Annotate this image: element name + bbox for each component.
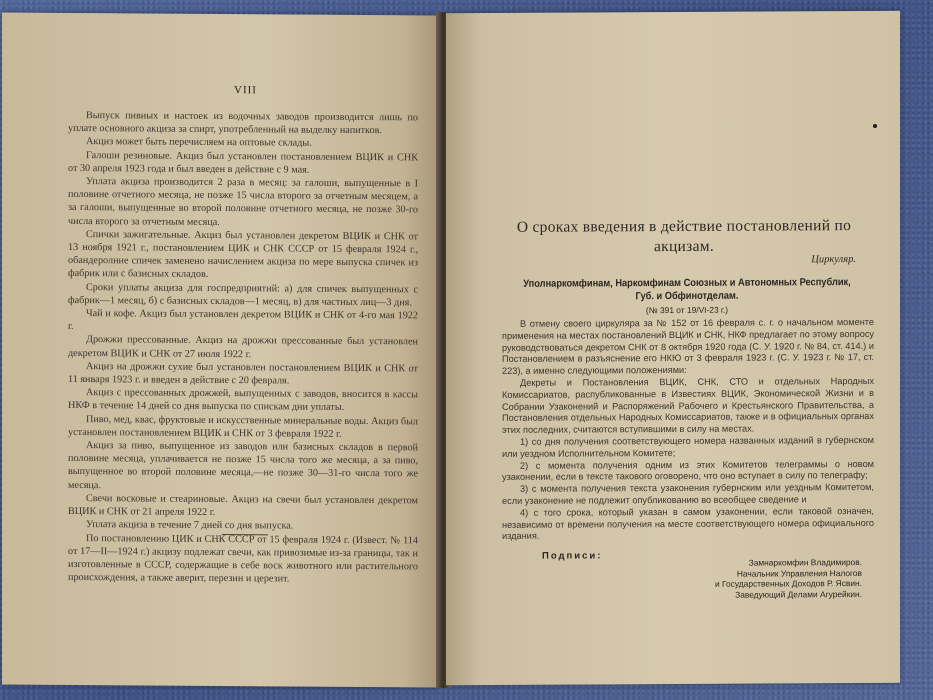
circular-body xyxy=(502,317,874,543)
paragraph: Уплата акциза в течение 7 дней со дня выпуска. xyxy=(86,519,294,532)
paragraph: Галоши резиновые. Акциз был установлен постановлением ВЦИК и СНК от 30 апреля 1923 года и был введен в действие с 9 мая. xyxy=(68,149,418,176)
paragraph: Акциз с прессованных дрожжей, выпущенных с заводов, вносится в кассы НКФ в течение 14 дней со дня выпуска по спискам дни уплаты. xyxy=(68,387,418,414)
paragraph: Декреты и Постановления ВЦИК, СНК, СТО и отдельных Народных Комиссариатов, распубликованные в Известиях ВЦИК, Экономической Жизни и в Собрании Узаконений и Распоряжений Рабочего и Крестьянского Правительства, а Постановления отдельных Народных Комиссариатов, также и в официальных органах этих последних, считаются вступившими в силу на местах. xyxy=(502,375,874,436)
ink-spot xyxy=(873,124,877,128)
circular-label: Циркуляр. xyxy=(811,254,856,266)
reference-number: (№ 391 от 19/VI-23 г.) xyxy=(645,304,729,316)
signature-line: Замнаркомфин Владимиров. xyxy=(748,557,862,568)
paragraph: Свечи восковые и стеариновые. Акциз на свечи был установлен декретом ВЦИК и СНК от 21 апреля 1922 г. xyxy=(68,492,418,519)
paragraph: Уплата акциза производится 2 раза в месяц: за галоши, выпущенные в I половине отчетного месяца, не позже 15 числа второго за отчетным месяцем, а за галоши, выпущенные во второй половине отчетного месяца, не позже 30-го числа второго за отчетным месяца. xyxy=(68,176,418,228)
signature-line: и Государственных Доходов Р. Ясвин. xyxy=(715,578,862,589)
paragraph: По постановлению ЦИК и СНК СССР от 15 февраля 1924 г. (Извест. № 114 от 17—II—1924 г.) акцизу подлежат свечи, как привозимые из-за границы, так и изготовленные в СССР, содержащие в себе воск животного или растительного происхождения, а также аверит, перезин и церезит. xyxy=(68,532,418,585)
signature-line: Начальник Управления Налогов xyxy=(736,567,862,579)
document-title: О сроках введения в действие постановлений по акцизам. xyxy=(516,217,852,256)
paragraph: Акциз на дрожжи сухие был установлен постановлением ВЦИК и СНК от 11 января 1923 г. и введен в действие с 20 февраля. xyxy=(68,360,418,387)
left-page-text xyxy=(68,109,418,587)
paragraph: Пиво, мед, квас, фруктовые и искусственные минеральные воды. Акциз был установлен постановлением ВЦИК и СНК от 3 февраля 1922 г. xyxy=(68,413,418,440)
right-page xyxy=(446,11,900,685)
paragraph: Чай и кофе. Акциз был установлен декретом ВЦИК и СНК от 4-го мая 1922 г. xyxy=(68,308,418,333)
addressees: Уполнаркомфинам, Наркомфинам Союзных и Автономных Республик, Губ. и Обфинотделам. xyxy=(523,277,851,303)
paragraph: Акциз может быть перечисляем на оптовые склады. xyxy=(86,136,312,150)
paragraph: 2) с момента получения одним из этих Комитетов телеграммы о новом узаконении, если в тексте такового оговорено, что оно вступает в силу по телеграфу; xyxy=(502,458,874,483)
paragraph: Сроки уплаты акциза для госпредприятий: а) для спичек выпущенных с фабрик—1 месяц, б) с базисных складов—1 месяц, в) для частных лиц—3 дня. xyxy=(68,281,418,309)
paragraph: В отмену своего циркуляра за № 152 от 16 февраля с. г. о начальном моменте применения на местах постановлений ВЦИК и СНК, НКФ предлагает по этому вопросу руководствоваться декретом СНК от 8 октября 1920 года (С. У. 1920 г. № 84, ст. 414.) и Постановлением в разъяснение его НКЮ от 3 февраля 1923 г. (С. У. 1923 г. № 17, ст. 223), а именно следующими положениями: xyxy=(502,316,874,377)
signed-label: Подписи: xyxy=(542,550,603,562)
paragraph: Спички зажигательные. Акциз был установлен декретом ВЦИК и СНК от 13 ноября 1921 г., постановлением ЦИК и СНК СССР от 15 февраля 1924 г., обандеролние спичек заменено начислением акциза по мере выпуска спичек из фабрик или с базисных складов. xyxy=(68,228,418,281)
paragraph: Дрожжи прессованные. Акциз на дрожжи прессованные был установлен декретом ВЦИК и СНК от 27 июля 1922 г. xyxy=(68,334,418,360)
paragraph: Выпуск пивных и настоек из водочных заводов производится лишь по уплате основного акциза за спирт, употребленный на выделку напитков. xyxy=(68,110,418,137)
paragraph: Акциз за пиво, выпущенное из заводов или базисных складов в первой половине месяца, уплачивается не позже 15 числа того же месяца, а за пиво, выпущенное во второй половине месяца,—не позже 30—31-го числа того же месяца. xyxy=(68,440,418,491)
signature-line: Заведующий Делами Агурейкин. xyxy=(735,588,862,600)
paragraph: 4) с того срока, который указан в самом узаконении, если таковой означен, независимо от времени получения на месте соответствующего номера официального издания. xyxy=(502,505,874,542)
page-number: VIII xyxy=(234,84,257,97)
paragraph: 3) с момента получения текста узаконения губернским или уездным Комитетом, если узаконение не подлежит опубликованию во всеобщее сведение и xyxy=(502,482,874,506)
signatures xyxy=(662,557,862,600)
paragraph: 1) со дня получения соответствующего номера названных изданий в губернском или уездном Исполнительном Комитете; xyxy=(502,434,874,459)
left-page xyxy=(2,12,438,687)
